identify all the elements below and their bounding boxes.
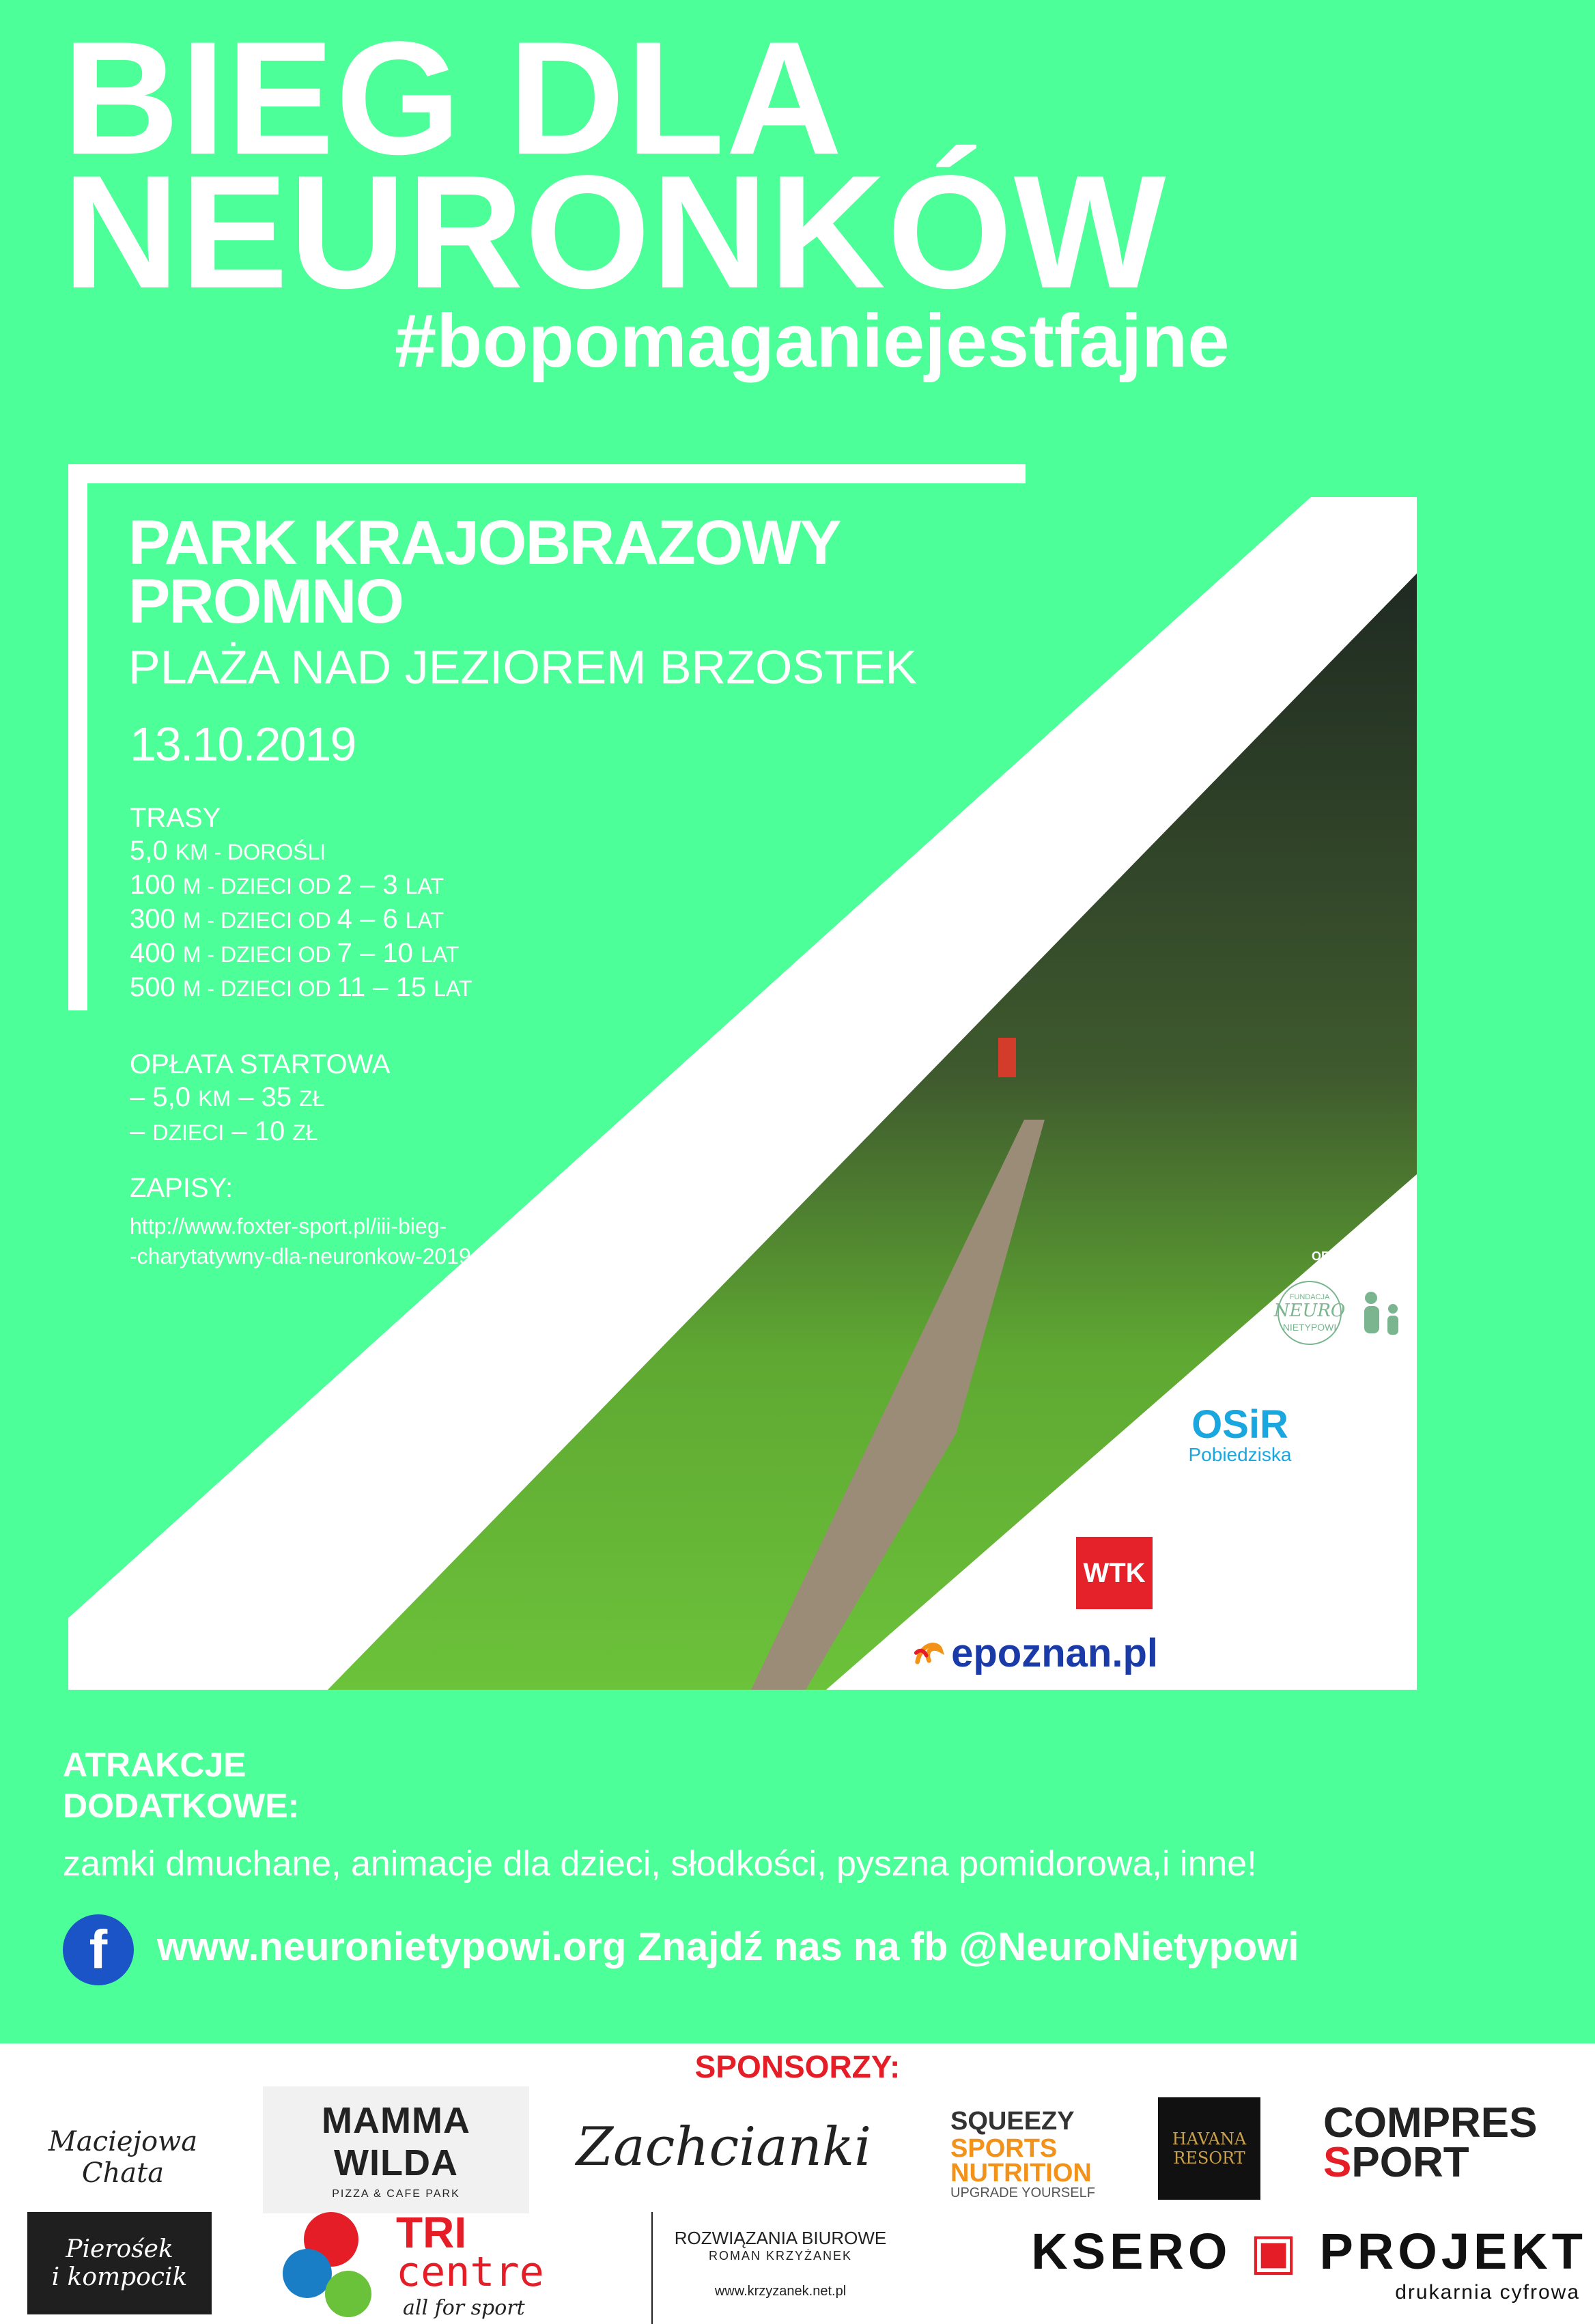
route-age-unit: LAT	[434, 976, 472, 1001]
runner	[998, 1038, 1016, 1077]
fee-part: DZIECI	[152, 1120, 225, 1145]
ksero-tagline: drukarnia cyfrowa	[1395, 2281, 1580, 2304]
fee-part: – 10	[224, 1116, 293, 1146]
squeezy-line-4: UPGRADE YOURSELF	[950, 2185, 1095, 2200]
route-age: 2 – 3	[337, 870, 406, 900]
partner-logo-line-1: OSiR	[1191, 1402, 1288, 1447]
route-row	[130, 834, 472, 868]
sponsor-maciejowa-chata: Maciejowa Chata	[48, 2126, 198, 2189]
sponsor-divider	[651, 2212, 653, 2324]
tri-centre-line-1: TRI	[396, 2208, 467, 2257]
route-unit: M	[182, 942, 201, 967]
event-date: 13.10.2019	[130, 718, 356, 771]
route-row	[130, 903, 472, 937]
fee-row	[130, 1115, 391, 1149]
compressport-line-1: COMPRES	[1323, 2099, 1538, 2146]
venue-line-2: PROMNO	[128, 567, 403, 636]
route-distance: 300	[130, 904, 183, 934]
organizer-logo-line-3: NIETYPOWI	[1282, 1322, 1337, 1333]
route-age: 4 – 6	[337, 904, 406, 934]
organizer-logo-icon	[1262, 1279, 1412, 1347]
facebook-handle[interactable]: Znajdź nas na fb @NeuroNietypowi	[638, 1925, 1299, 1969]
pierosek-line-2: i kompocik	[51, 2263, 188, 2291]
partner-label: PARTNER	[1209, 1383, 1268, 1396]
wtk-logo: WTK	[1076, 1537, 1153, 1609]
mamma-wilda-name: MAMMA WILDA	[322, 2100, 470, 2183]
route-distance: 500	[130, 972, 183, 1002]
registration-url-line-2[interactable]: -charytatywny-dla-neuronkow-2019	[130, 1244, 471, 1269]
route-row	[130, 971, 472, 1005]
hashtag: #bopomaganiejestfajne	[395, 299, 1230, 383]
registration-url-line-1[interactable]: http://www.foxter-sport.pl/iii-bieg-	[130, 1214, 447, 1238]
partner-logo	[1172, 1402, 1308, 1468]
squeezy-line-3: NUTRITION	[950, 2159, 1092, 2187]
route-unit: M	[182, 874, 201, 898]
route-age-unit: LAT	[420, 942, 460, 967]
sponsor-mamma-wilda	[263, 2086, 529, 2213]
route-row	[130, 937, 472, 971]
pierosek-line-1: Pierośek	[66, 2235, 173, 2263]
facebook-icon-glyph: f	[89, 1919, 108, 1980]
website-link[interactable]: www.neuronietypowi.org	[157, 1925, 627, 1969]
tri-centre-line-3: all for sport	[403, 2296, 525, 2320]
fee-part: – 35	[231, 1082, 300, 1112]
fee-part: ZŁ	[299, 1086, 325, 1111]
route-age: 7 – 10	[337, 938, 421, 968]
routes-section	[130, 802, 472, 1005]
fees-heading: OPŁATA STARTOWA	[130, 1049, 391, 1079]
sponsor-rozwiazania-biurowe	[661, 2219, 900, 2308]
ksero-printer-icon: ▣	[1250, 2223, 1301, 2280]
route-unit: M	[182, 976, 201, 1001]
route-age-unit: LAT	[405, 908, 444, 933]
sponsor-compressport	[1323, 2099, 1549, 2187]
attractions-heading-line-2: DODATKOWE:	[63, 1787, 300, 1825]
ksero-part-1: KSERO	[1031, 2223, 1232, 2280]
route-desc: - DZIECI OD	[201, 976, 337, 1001]
attractions-heading	[63, 1744, 299, 1826]
route-distance: 100	[130, 870, 183, 900]
sponsors-heading: SPONSORZY:	[694, 2049, 901, 2084]
sponsor-havana-resort	[1158, 2097, 1260, 2200]
route-desc: - DZIECI OD	[201, 874, 337, 898]
route-desc: - DZIECI OD	[201, 908, 337, 933]
route-desc: - DOROŚLI	[208, 840, 326, 864]
partner-logo-line-2: Pobiedziska	[1188, 1444, 1292, 1465]
epoznan-logo	[912, 1629, 1158, 1677]
ksero-part-2: PROJEKT	[1319, 2223, 1587, 2280]
bracket-top	[68, 464, 1026, 483]
mamma-wilda-tagline: PIZZA & CAFE PARK	[332, 2188, 460, 2200]
fee-row	[130, 1081, 391, 1115]
route-unit: M	[182, 908, 201, 933]
squeezy-line-1: SQUEEZY	[950, 2107, 1075, 2136]
rozwiazania-line-1: ROZWIĄZANIA BIUROWE	[674, 2227, 887, 2248]
route-distance: 400	[130, 938, 183, 968]
partner-logo-icon	[1172, 1402, 1308, 1468]
fee-part: ZŁ	[292, 1120, 318, 1145]
route-distance: 5,0	[130, 836, 175, 866]
sponsor-squeezy	[950, 2106, 1155, 2202]
havana-line-1: HAVANA	[1172, 2129, 1247, 2149]
venue-line-1: PARK KRAJOBRAZOWY	[128, 508, 841, 578]
fees-section	[130, 1048, 391, 1149]
route-age-unit: LAT	[405, 874, 444, 898]
organizer-logo	[1262, 1279, 1412, 1347]
registration-section	[130, 1172, 471, 1271]
facebook-icon[interactable]	[63, 1914, 134, 1985]
fee-part: –	[130, 1116, 153, 1146]
compressport-port: PORT	[1351, 2139, 1469, 2186]
registration-link[interactable]	[130, 1211, 471, 1271]
epoznan-swirl-icon	[912, 1635, 946, 1671]
route-age: 11 – 15	[337, 972, 434, 1002]
rozwiazania-line-2: ROMAN KRZYŻANEK	[708, 2248, 853, 2263]
tri-centre-logo-icon	[273, 2205, 567, 2321]
fee-part: KM	[198, 1086, 231, 1111]
venue	[128, 508, 841, 636]
rozwiazania-url: www.krzyzanek.net.pl	[714, 2283, 847, 2299]
bracket-left	[68, 464, 87, 1010]
sponsor-ksero-projekt	[1013, 2212, 1587, 2314]
organizer-logo-line-1: FUNDACJA	[1289, 1293, 1330, 1301]
beach-location: PLAŻA NAD JEZIOREM BRZOSTEK	[128, 640, 918, 694]
registration-heading: ZAPISY:	[130, 1173, 234, 1203]
havana-line-2: RESORT	[1173, 2149, 1245, 2168]
route-row	[130, 868, 472, 903]
epoznan-text: epoznan.pl	[951, 1630, 1158, 1675]
sponsor-pierosek	[27, 2212, 212, 2314]
tri-centre-line-2: centre	[396, 2248, 544, 2296]
route-unit: KM	[175, 840, 208, 864]
attractions-heading-line-1: ATRAKCJE	[63, 1746, 246, 1784]
title-line-2: NEURONKÓW	[63, 142, 1168, 322]
attractions-text: zamki dmuchane, animacje dla dzieci, słodkości, pyszna pomidorowa,i inne!	[63, 1844, 1257, 1884]
squeezy-line-2: SPORTS	[950, 2134, 1058, 2163]
fee-part: – 5,0	[130, 1082, 199, 1112]
compressport-s: S	[1323, 2139, 1352, 2186]
route-desc: - DZIECI OD	[201, 942, 337, 967]
title-line-1: BIEG DLA	[63, 8, 844, 188]
media-patron-label: PATRONAT MEDIALNY	[1112, 1493, 1245, 1507]
organizer-logo-line-2: NEURO	[1273, 1301, 1346, 1321]
sponsor-zachcianki: Zachcianki	[576, 2116, 872, 2178]
routes-heading: TRASY	[130, 803, 221, 833]
sponsor-tri-centre	[273, 2205, 567, 2321]
organizer-label: ORGANIZATOR	[1312, 1249, 1402, 1263]
